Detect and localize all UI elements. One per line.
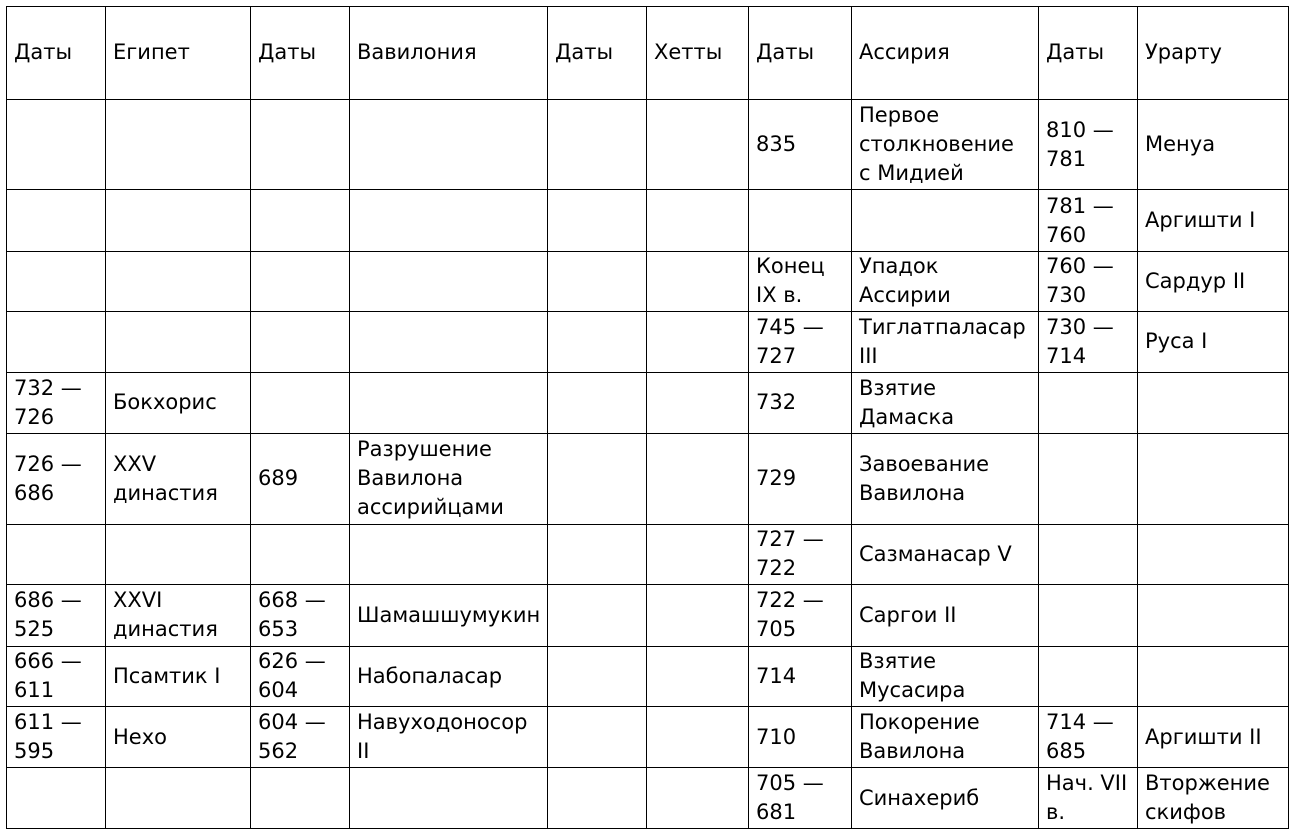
cell-assyria [852,190,1039,251]
table-body [7,7,1289,829]
header-cell-dates-assyria: Даты [749,7,852,100]
cell-dates-assyria: Конец IX в. [749,251,852,311]
cell-dates-egypt: 726 — 686 [7,434,106,525]
cell-urartu: Менуа [1138,99,1289,190]
cell-hittites [647,434,749,525]
cell-dates-hittites [548,434,647,525]
cell-hittites [647,768,749,829]
cell-urartu: Руса I [1138,312,1289,372]
cell-babylonia [350,312,548,372]
cell-dates-assyria: 710 [749,707,852,768]
cell-dates-egypt [7,99,106,190]
cell-urartu [1138,585,1289,646]
cell-urartu: Вторжение скифов [1138,768,1289,829]
cell-dates-hittites [548,251,647,311]
cell-babylonia [350,524,548,584]
cell-assyria: Покорение Вавилона [852,707,1039,768]
table-row [7,251,1289,311]
cell-urartu: Аргишти I [1138,190,1289,251]
table-row [7,434,1289,525]
cell-hittites [647,585,749,646]
table-row [7,99,1289,190]
cell-dates-hittites [548,524,647,584]
cell-dates-assyria [749,190,852,251]
cell-hittites [647,372,749,433]
cell-babylonia [350,372,548,433]
cell-dates-egypt [7,251,106,311]
cell-dates-urartu [1039,434,1138,525]
cell-assyria: Саргои II [852,585,1039,646]
cell-babylonia [350,251,548,311]
cell-assyria: Сазманасар V [852,524,1039,584]
cell-babylonia [350,99,548,190]
cell-dates-assyria: 745 — 727 [749,312,852,372]
cell-dates-assyria: 835 [749,99,852,190]
cell-dates-assyria: 729 [749,434,852,525]
table-row [7,768,1289,829]
cell-egypt [106,524,251,584]
cell-dates-egypt: 611 — 595 [7,707,106,768]
header-cell-hittites: Хетты [647,7,749,100]
cell-babylonia: Шамашшумукин [350,585,548,646]
cell-hittites [647,707,749,768]
cell-babylonia [350,190,548,251]
cell-egypt [106,190,251,251]
cell-babylonia: Набопаласар [350,646,548,706]
header-cell-egypt: Египет [106,7,251,100]
cell-dates-babylonia: 689 [251,434,350,525]
cell-dates-babylonia: 626 — 604 [251,646,350,706]
cell-dates-urartu: 730 — 714 [1039,312,1138,372]
cell-babylonia [350,768,548,829]
cell-dates-assyria: 705 — 681 [749,768,852,829]
cell-urartu [1138,646,1289,706]
cell-egypt: XXV династия [106,434,251,525]
cell-dates-egypt [7,190,106,251]
cell-babylonia: Разрушение Вавилона ассирийцами [350,434,548,525]
cell-dates-hittites [548,707,647,768]
cell-dates-babylonia [251,312,350,372]
cell-assyria: Синахериб [852,768,1039,829]
cell-dates-babylonia [251,251,350,311]
cell-hittites [647,646,749,706]
cell-dates-hittites [548,190,647,251]
cell-dates-assyria: 714 [749,646,852,706]
header-cell-dates-hittites: Даты [548,7,647,100]
cell-hittites [647,251,749,311]
cell-dates-babylonia [251,190,350,251]
cell-dates-urartu [1039,646,1138,706]
table-row [7,707,1289,768]
cell-dates-urartu: 760 — 730 [1039,251,1138,311]
cell-hittites [647,190,749,251]
cell-assyria: Первое столкновение с Мидией [852,99,1039,190]
cell-dates-hittites [548,646,647,706]
table-row [7,372,1289,433]
table-row [7,524,1289,584]
cell-dates-urartu: 781 — 760 [1039,190,1138,251]
header-cell-babylonia: Вавилония [350,7,548,100]
cell-dates-urartu [1039,524,1138,584]
table-header-row [7,7,1289,100]
cell-babylonia: Навуходоносор II [350,707,548,768]
cell-dates-egypt: 686 — 525 [7,585,106,646]
cell-dates-babylonia [251,768,350,829]
cell-egypt: XXVI династия [106,585,251,646]
cell-urartu: Аргишти II [1138,707,1289,768]
cell-egypt [106,768,251,829]
cell-urartu [1138,372,1289,433]
cell-assyria: Завоевание Вавилона [852,434,1039,525]
cell-dates-assyria: 732 [749,372,852,433]
cell-dates-egypt [7,768,106,829]
header-cell-dates-urartu: Даты [1039,7,1138,100]
cell-dates-egypt: 732 — 726 [7,372,106,433]
cell-dates-urartu: 714 — 685 [1039,707,1138,768]
cell-dates-hittites [548,372,647,433]
cell-dates-assyria: 727 — 722 [749,524,852,584]
cell-urartu [1138,524,1289,584]
cell-dates-babylonia [251,99,350,190]
header-cell-dates-babylonia: Даты [251,7,350,100]
cell-dates-hittites [548,768,647,829]
cell-hittites [647,99,749,190]
cell-urartu: Сардур II [1138,251,1289,311]
cell-dates-hittites [548,312,647,372]
cell-dates-babylonia: 604 — 562 [251,707,350,768]
cell-dates-urartu [1039,372,1138,433]
cell-dates-assyria: 722 — 705 [749,585,852,646]
cell-urartu [1138,434,1289,525]
cell-egypt: Бокхорис [106,372,251,433]
cell-assyria: Взятие Мусасира [852,646,1039,706]
cell-dates-urartu: Нач. VII в. [1039,768,1138,829]
cell-dates-urartu: 810 — 781 [1039,99,1138,190]
cell-dates-babylonia [251,372,350,433]
cell-dates-egypt [7,312,106,372]
cell-dates-urartu [1039,585,1138,646]
cell-egypt [106,99,251,190]
cell-assyria: Тиглатпаласар III [852,312,1039,372]
cell-dates-hittites [548,585,647,646]
table-row [7,312,1289,372]
chronology-table [6,6,1289,829]
table-row [7,585,1289,646]
cell-hittites [647,524,749,584]
table-row [7,646,1289,706]
cell-dates-egypt: 666 — 611 [7,646,106,706]
header-cell-urartu: Урарту [1138,7,1289,100]
cell-dates-egypt [7,524,106,584]
header-cell-dates-egypt: Даты [7,7,106,100]
cell-assyria: Упадок Ассирии [852,251,1039,311]
cell-assyria: Взятие Дамаска [852,372,1039,433]
cell-dates-babylonia [251,524,350,584]
cell-egypt [106,312,251,372]
header-cell-assyria: Ассирия [852,7,1039,100]
cell-egypt [106,251,251,311]
cell-egypt: Псамтик I [106,646,251,706]
cell-egypt: Нехо [106,707,251,768]
cell-dates-hittites [548,99,647,190]
table-row [7,190,1289,251]
cell-dates-babylonia: 668 — 653 [251,585,350,646]
cell-hittites [647,312,749,372]
